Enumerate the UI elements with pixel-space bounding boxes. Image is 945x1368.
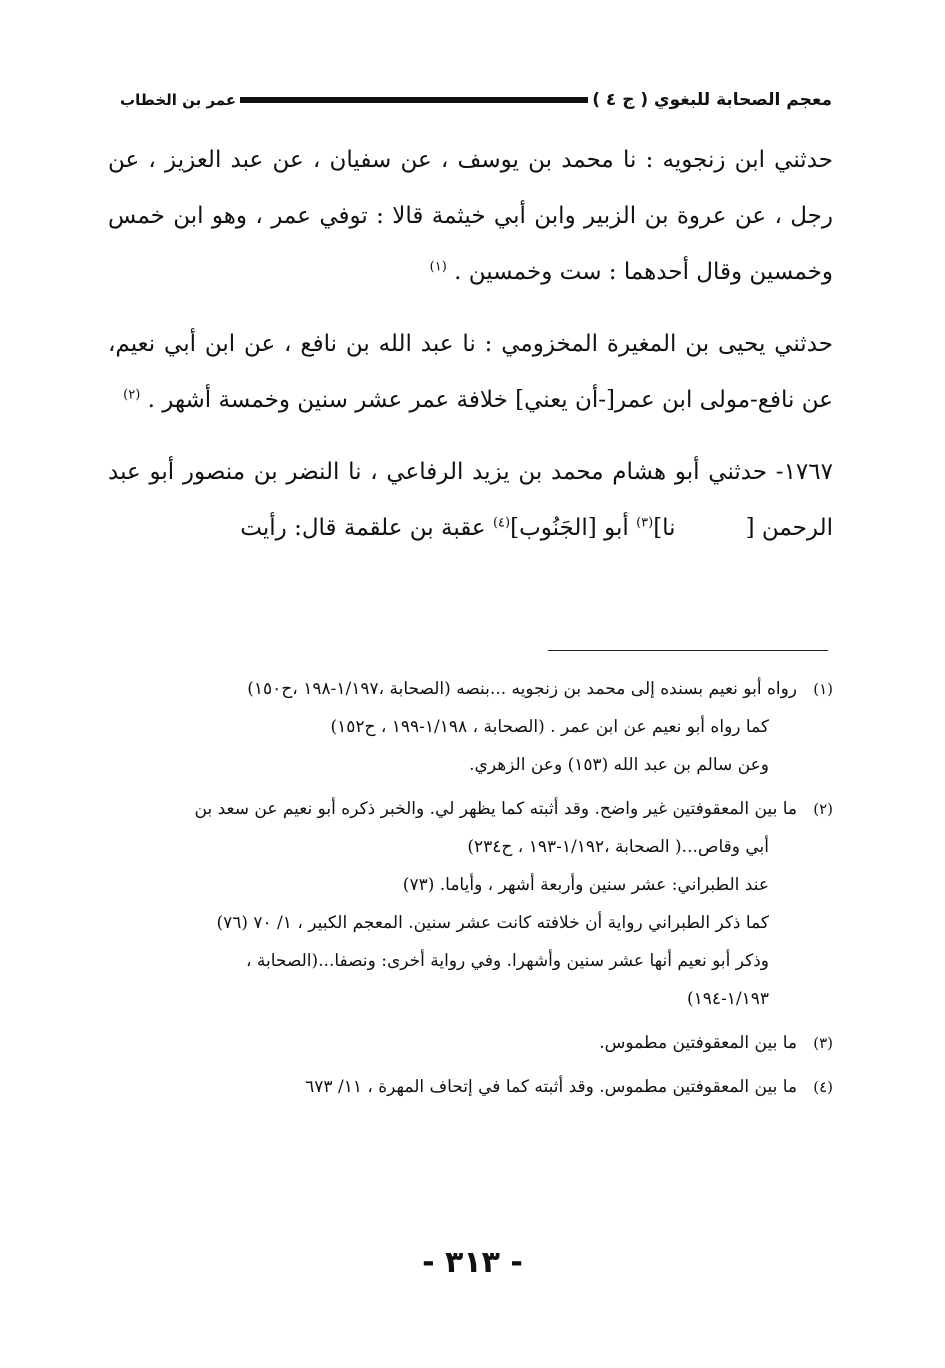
footnote-line: كما ذكر الطبراني رواية أن خلافته كانت عشر سنين. المعجم الكبير ، ١/ ٧٠ (٧٦) [216, 913, 769, 933]
footnote-ref-4: (٤) [492, 515, 511, 531]
footnote-3 [108, 1024, 833, 1062]
footnote-line: ١/١٩٣-١٩٤) [686, 989, 769, 1009]
paragraph-3-text-d: عقبة بن علقمة قال: رأيت [240, 515, 486, 541]
paragraph-3-text-a: ١٧٦٧- حدثني أبو هشام محمد بن يزيد الرفاعي ، نا النضر بن منصور أبو عبد الرحمن [ [108, 459, 833, 541]
footnote-line: ما بين المعقوفتين مطموس. [599, 1033, 797, 1053]
footnote-line: وعن سالم بن عبد الله (١٥٣) وعن الزهري. [469, 755, 769, 775]
footnote-line: ما بين المعقوفتين غير واضح. وقد أثبته كما يظهر لي. والخبر ذكره أبو نعيم عن سعد بن [194, 799, 797, 819]
footnote-line: عند الطبراني: عشر سنين وأربعة أشهر ، وأياما. (٧٣) [402, 875, 769, 895]
running-header [120, 86, 832, 114]
footnotes [108, 670, 833, 1112]
footnote-1 [108, 670, 833, 784]
header-rule [240, 97, 588, 103]
section-title: عمر بن الخطاب [120, 91, 237, 109]
paragraph-3-text-b: نا] [653, 515, 676, 541]
paragraph-3-text-c: أبو [الجَنُوب] [510, 515, 629, 541]
page-number: - ٣١٣ - [422, 1245, 523, 1280]
paragraph-2-text: حدثني يحيى بن المغيرة المخزومي : نا عبد الله بن نافع ، عن ابن أبي نعيم، عن نافع-مولى ابن عمر[-أن يعني] خلافة عمر عشر سنين وخمسة أشهر . [108, 331, 833, 413]
footnote-number: (٤) [813, 1078, 833, 1096]
footnote-ref-2: (٢) [123, 387, 141, 403]
footnote-2 [108, 790, 833, 1018]
paragraph-2 [108, 316, 833, 428]
footnote-line: رواه أبو نعيم بسنده إلى محمد بن زنجويه ...بنصه (الصحابة ،١/١٩٧-١٩٨ ،ح١٥٠) [247, 679, 797, 699]
footnote-number: (٣) [813, 1034, 833, 1052]
footnote-number: (١) [813, 680, 833, 698]
footnote-line: وذكر أبو نعيم أنها عشر سنين وأشهرا. وفي رواية أخرى: ونصفا...(الصحابة ، [245, 951, 769, 971]
footnote-number: (٢) [813, 800, 833, 818]
paragraph-3 [108, 444, 833, 556]
footnote-line: ما بين المعقوفتين مطموس. وقد أثبته كما في إتحاف المهرة ، ١١/ ٦٧٣ [305, 1077, 797, 1097]
footnote-ref-1: (١) [429, 259, 447, 275]
footnote-separator [548, 650, 828, 651]
footnote-4 [108, 1068, 833, 1106]
footnote-line: أبي وقاص...( الصحابة ،١/١٩٢-١٩٣ ، ح٢٣٤) [467, 837, 769, 857]
main-text [108, 132, 833, 572]
paragraph-1-text: حدثني ابن زنجويه : نا محمد بن يوسف ، عن سفيان ، عن عبد العزيز ، عن رجل ، عن عروة بن الزبير وابن أبي خيثمة قالا : توفي عمر ، وهو ابن خمس وخمسين وقال أحدهما : ست وخمسين . [108, 147, 833, 285]
book-title: معجم الصحابة للبغوي ( ج ٤ ) [592, 90, 832, 110]
footnote-ref-3: (٣) [636, 515, 654, 531]
footnote-line: كما رواه أبو نعيم عن ابن عمر . (الصحابة ، ١/١٩٨-١٩٩ ، ح١٥٢) [330, 717, 769, 737]
paragraph-1 [108, 132, 833, 300]
